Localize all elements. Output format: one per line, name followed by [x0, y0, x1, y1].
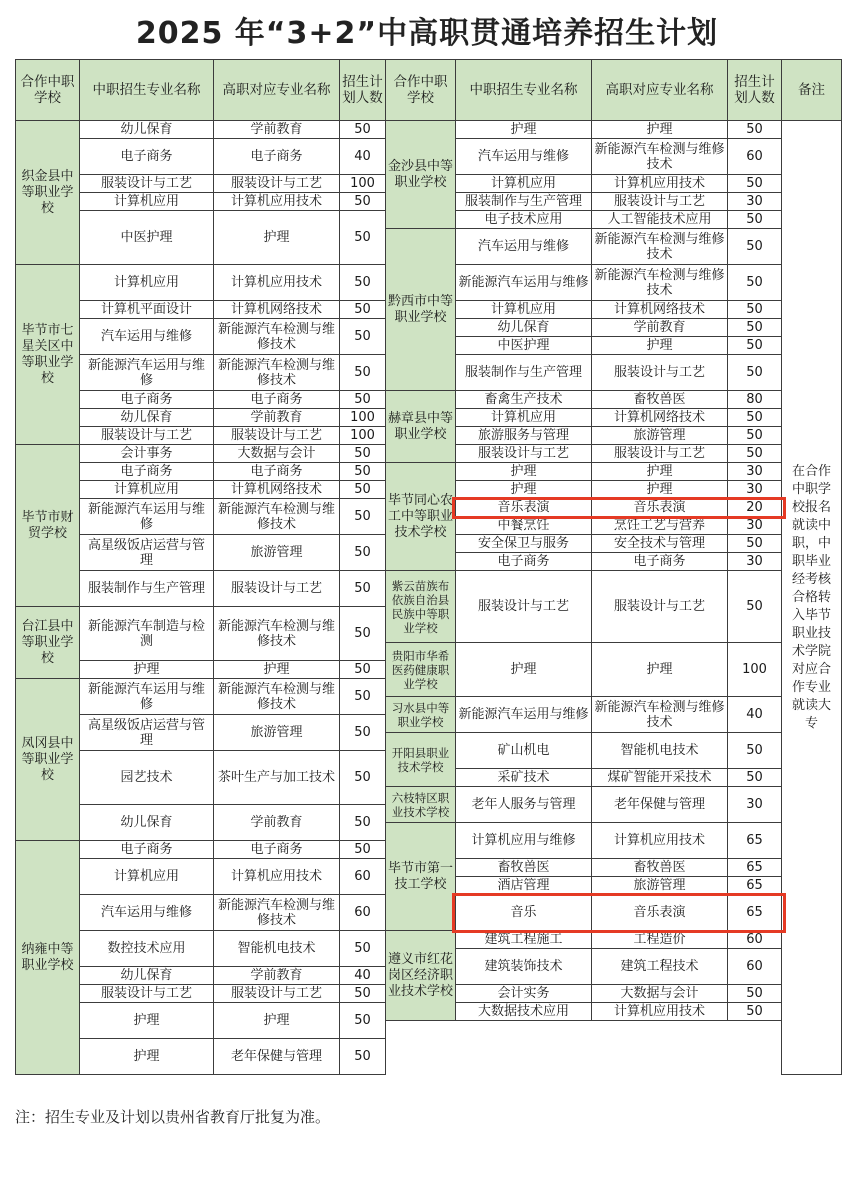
- right-major-cell: 畜禽生产技术: [456, 391, 592, 409]
- left-plan-count-cell: 50: [340, 607, 386, 661]
- right-school-cell: 毕节市第一技工学校: [386, 823, 456, 931]
- right-major-cell: 音乐表演: [456, 499, 592, 517]
- right-major-cell: 服装设计与工艺: [456, 445, 592, 463]
- right-plan-count-cell: 30: [728, 481, 782, 499]
- left-major-cell: 计算机应用: [80, 859, 214, 895]
- right-plan-count-cell: 50: [728, 985, 782, 1003]
- left-school-cell: 凤冈县中等职业学校: [16, 679, 80, 841]
- left-target-major-cell: 新能源汽车检测与维修技术: [214, 607, 340, 661]
- left-target-major-cell: 新能源汽车检测与维修技术: [214, 895, 340, 931]
- left-major-cell: 电子商务: [80, 391, 214, 409]
- right-target-major-cell: 烹饪工艺与营养: [592, 517, 728, 535]
- right-school-cell: 开阳县职业技术学校: [386, 733, 456, 787]
- header-plan-left: 招生计划人数: [340, 60, 386, 121]
- right-plan-count-cell: 65: [728, 823, 782, 859]
- right-target-major-cell: 计算机应用技术: [592, 823, 728, 859]
- right-target-major-cell: 新能源汽车检测与维修技术: [592, 139, 728, 175]
- right-major-cell: 幼儿保育: [456, 319, 592, 337]
- right-target-major-cell: 音乐表演: [592, 895, 728, 931]
- right-plan-count-cell: 100: [728, 643, 782, 697]
- left-target-major-cell: 计算机应用技术: [214, 859, 340, 895]
- right-major-cell: 护理: [456, 643, 592, 697]
- left-plan-count-cell: 50: [340, 265, 386, 301]
- right-target-major-cell: 新能源汽车检测与维修技术: [592, 697, 728, 733]
- right-target-major-cell: 畜牧兽医: [592, 859, 728, 877]
- right-school-cell: 金沙县中等职业学校: [386, 121, 456, 229]
- left-school-cell: 纳雍中等职业学校: [16, 841, 80, 1075]
- header-gz-major-right: 高职对应专业名称: [592, 60, 728, 121]
- right-major-cell: 采矿技术: [456, 769, 592, 787]
- left-plan-count-cell: 50: [340, 805, 386, 841]
- right-plan-count-cell: 40: [728, 697, 782, 733]
- right-target-major-cell: 服装设计与工艺: [592, 445, 728, 463]
- left-major-cell: 汽车运用与维修: [80, 895, 214, 931]
- left-major-cell: 计算机应用: [80, 265, 214, 301]
- left-plan-count-cell: 50: [340, 211, 386, 265]
- right-plan-count-cell: 65: [728, 859, 782, 877]
- left-major-cell: 服装设计与工艺: [80, 427, 214, 445]
- left-major-cell: 新能源汽车运用与维修: [80, 499, 214, 535]
- right-major-cell: 汽车运用与维修: [456, 229, 592, 265]
- left-school-cell: 织金县中等职业学校: [16, 121, 80, 265]
- right-target-major-cell: 计算机网络技术: [592, 301, 728, 319]
- left-major-cell: 幼儿保育: [80, 967, 214, 985]
- right-target-major-cell: 服装设计与工艺: [592, 571, 728, 643]
- highlight-box-music: [452, 893, 786, 933]
- left-target-major-cell: 茶叶生产与加工技术: [214, 751, 340, 805]
- left-target-major-cell: 学前教育: [214, 967, 340, 985]
- right-school-cell: 紫云苗族布依族自治县民族中等职业学校: [386, 571, 456, 643]
- left-target-major-cell: 新能源汽车检测与维修技术: [214, 679, 340, 715]
- left-target-major-cell: 服装设计与工艺: [214, 985, 340, 1003]
- right-plan-count-cell: 50: [728, 175, 782, 193]
- left-plan-count-cell: 100: [340, 175, 386, 193]
- right-major-cell: 中医护理: [456, 337, 592, 355]
- right-target-major-cell: 老年保健与管理: [592, 787, 728, 823]
- left-major-cell: 会计事务: [80, 445, 214, 463]
- left-target-major-cell: 护理: [214, 661, 340, 679]
- right-target-major-cell: 音乐表演: [592, 499, 728, 517]
- right-target-major-cell: 服装设计与工艺: [592, 193, 728, 211]
- table-row: [16, 1039, 842, 1075]
- left-plan-count-cell: 50: [340, 571, 386, 607]
- right-target-major-cell: 煤矿智能开采技术: [592, 769, 728, 787]
- right-plan-count-cell: 50: [728, 229, 782, 265]
- header-zz-major-left: 中职招生专业名称: [80, 60, 214, 121]
- left-plan-count-cell: 50: [340, 319, 386, 355]
- right-school-cell: 贵阳市华希医药健康职业学校: [386, 643, 456, 697]
- right-major-cell: 矿山机电: [456, 733, 592, 769]
- right-plan-count-cell: 60: [728, 139, 782, 175]
- left-plan-count-cell: 50: [340, 391, 386, 409]
- left-target-major-cell: 计算机网络技术: [214, 481, 340, 499]
- right-target-major-cell: 建筑工程技术: [592, 949, 728, 985]
- left-major-cell: 高星级饭店运营与管理: [80, 715, 214, 751]
- left-plan-count-cell: 50: [340, 463, 386, 481]
- table-row: [16, 121, 842, 139]
- right-school-cell: 毕节同心农工中等职业技术学校: [386, 463, 456, 571]
- header-gz-major-left: 高职对应专业名称: [214, 60, 340, 121]
- left-school-cell: 毕节市七星关区中等职业学校: [16, 265, 80, 445]
- right-school-cell: 黔西市中等职业学校: [386, 229, 456, 391]
- left-plan-count-cell: 50: [340, 193, 386, 211]
- right-major-cell: 计算机应用: [456, 409, 592, 427]
- right-target-major-cell: 计算机应用技术: [592, 1003, 728, 1021]
- left-target-major-cell: 新能源汽车检测与维修技术: [214, 355, 340, 391]
- left-major-cell: 幼儿保育: [80, 409, 214, 427]
- left-major-cell: 园艺技术: [80, 751, 214, 805]
- right-major-cell: 新能源汽车运用与维修: [456, 265, 592, 301]
- right-major-cell: 护理: [456, 463, 592, 481]
- right-target-major-cell: 电子商务: [592, 553, 728, 571]
- remarks-cell: 在合作中职学校报名就读中职，中职毕业经考核合格转入毕节职业技术学院对应合作专业就读大专: [782, 121, 842, 1075]
- header-plan-right: 招生计划人数: [728, 60, 782, 121]
- left-target-major-cell: 计算机应用技术: [214, 265, 340, 301]
- highlight-box-music-performance: [452, 497, 786, 519]
- right-school-cell: 习水县中等职业学校: [386, 697, 456, 733]
- right-plan-count-cell: 30: [728, 193, 782, 211]
- left-plan-count-cell: 40: [340, 139, 386, 175]
- left-target-major-cell: 老年保健与管理: [214, 1039, 340, 1075]
- right-target-major-cell: 智能机电技术: [592, 733, 728, 769]
- table-row: [16, 391, 842, 409]
- left-target-major-cell: 智能机电技术: [214, 931, 340, 967]
- left-major-cell: 护理: [80, 1003, 214, 1039]
- left-plan-count-cell: 50: [340, 481, 386, 499]
- right-target-major-cell: 计算机网络技术: [592, 409, 728, 427]
- left-major-cell: 电子商务: [80, 841, 214, 859]
- right-plan-count-cell: 30: [728, 463, 782, 481]
- left-major-cell: 服装设计与工艺: [80, 985, 214, 1003]
- header-note: 备注: [782, 60, 842, 121]
- right-major-cell: 护理: [456, 481, 592, 499]
- right-major-cell: 计算机应用: [456, 175, 592, 193]
- right-target-major-cell: 安全技术与管理: [592, 535, 728, 553]
- right-major-cell: 服装制作与生产管理: [456, 193, 592, 211]
- left-plan-count-cell: 50: [340, 535, 386, 571]
- right-major-cell: 服装制作与生产管理: [456, 355, 592, 391]
- right-target-major-cell: 服装设计与工艺: [592, 355, 728, 391]
- header-school-left: 合作中职学校: [16, 60, 80, 121]
- right-target-major-cell: 畜牧兽医: [592, 391, 728, 409]
- right-target-major-cell: 旅游管理: [592, 877, 728, 895]
- right-target-major-cell: 旅游管理: [592, 427, 728, 445]
- left-plan-count-cell: 50: [340, 751, 386, 805]
- right-plan-count-cell: 50: [728, 319, 782, 337]
- right-plan-count-cell: 20: [728, 499, 782, 517]
- left-school-cell: 毕节市财贸学校: [16, 445, 80, 607]
- left-plan-count-cell: 50: [340, 841, 386, 859]
- left-major-cell: 高星级饭店运营与管理: [80, 535, 214, 571]
- left-major-cell: 数控技术应用: [80, 931, 214, 967]
- left-target-major-cell: 旅游管理: [214, 535, 340, 571]
- right-major-cell: 音乐: [456, 895, 592, 931]
- right-plan-count-cell: 50: [728, 211, 782, 229]
- right-major-cell: 建筑装饰技术: [456, 949, 592, 985]
- right-plan-count-cell: 65: [728, 895, 782, 931]
- left-plan-count-cell: 100: [340, 409, 386, 427]
- right-target-major-cell: 护理: [592, 481, 728, 499]
- left-plan-count-cell: 50: [340, 445, 386, 463]
- left-major-cell: 汽车运用与维修: [80, 319, 214, 355]
- right-plan-count-cell: 65: [728, 877, 782, 895]
- left-major-cell: 新能源汽车运用与维修: [80, 679, 214, 715]
- right-target-major-cell: 大数据与会计: [592, 985, 728, 1003]
- left-target-major-cell: 学前教育: [214, 121, 340, 139]
- left-target-major-cell: 电子商务: [214, 139, 340, 175]
- left-target-major-cell: 旅游管理: [214, 715, 340, 751]
- left-plan-count-cell: 50: [340, 715, 386, 751]
- left-target-major-cell: 电子商务: [214, 463, 340, 481]
- left-major-cell: 幼儿保育: [80, 805, 214, 841]
- left-target-major-cell: 学前教育: [214, 409, 340, 427]
- left-major-cell: 新能源汽车制造与检测: [80, 607, 214, 661]
- left-major-cell: 中医护理: [80, 211, 214, 265]
- right-plan-count-cell: 50: [728, 571, 782, 643]
- right-plan-count-cell: 50: [728, 1003, 782, 1021]
- right-plan-count-cell: 50: [728, 301, 782, 319]
- table-row: [16, 571, 842, 607]
- left-plan-count-cell: 50: [340, 355, 386, 391]
- right-target-major-cell: 计算机应用技术: [592, 175, 728, 193]
- left-target-major-cell: 护理: [214, 211, 340, 265]
- left-plan-count-cell: 40: [340, 967, 386, 985]
- left-major-cell: 计算机平面设计: [80, 301, 214, 319]
- right-major-cell: 安全保卫与服务: [456, 535, 592, 553]
- left-plan-count-cell: 50: [340, 499, 386, 535]
- header-school-right: 合作中职学校: [386, 60, 456, 121]
- left-target-major-cell: 计算机应用技术: [214, 193, 340, 211]
- left-major-cell: 电子商务: [80, 139, 214, 175]
- left-major-cell: 幼儿保育: [80, 121, 214, 139]
- left-school-cell: 台江县中等职业学校: [16, 607, 80, 679]
- right-major-cell: 服装设计与工艺: [456, 571, 592, 643]
- right-major-cell: 畜牧兽医: [456, 859, 592, 877]
- left-plan-count-cell: 50: [340, 985, 386, 1003]
- left-major-cell: 计算机应用: [80, 481, 214, 499]
- right-plan-count-cell: 50: [728, 427, 782, 445]
- right-target-major-cell: 人工智能技术应用: [592, 211, 728, 229]
- right-major-cell: 大数据技术应用: [456, 1003, 592, 1021]
- left-target-major-cell: 服装设计与工艺: [214, 427, 340, 445]
- left-plan-count-cell: 100: [340, 427, 386, 445]
- header-row: [16, 60, 842, 121]
- right-plan-count-cell: 50: [728, 355, 782, 391]
- right-plan-count-cell: 30: [728, 553, 782, 571]
- left-target-major-cell: 新能源汽车检测与维修技术: [214, 499, 340, 535]
- right-major-cell: 建筑工程施工: [456, 931, 592, 949]
- right-major-cell: 计算机应用与维修: [456, 823, 592, 859]
- left-plan-count-cell: 50: [340, 121, 386, 139]
- right-major-cell: 护理: [456, 121, 592, 139]
- right-plan-count-cell: 50: [728, 409, 782, 427]
- table-row: [16, 931, 842, 949]
- left-major-cell: 服装制作与生产管理: [80, 571, 214, 607]
- right-major-cell: 老年人服务与管理: [456, 787, 592, 823]
- right-plan-count-cell: 50: [728, 337, 782, 355]
- footnote: 注：招生专业及计划以贵州省教育厅批复为准。: [15, 1108, 331, 1126]
- left-target-major-cell: 计算机网络技术: [214, 301, 340, 319]
- right-major-cell: 电子技术应用: [456, 211, 592, 229]
- left-major-cell: 服装设计与工艺: [80, 175, 214, 193]
- left-target-major-cell: 服装设计与工艺: [214, 571, 340, 607]
- left-major-cell: 电子商务: [80, 463, 214, 481]
- left-target-major-cell: 服装设计与工艺: [214, 175, 340, 193]
- right-plan-count-cell: 50: [728, 265, 782, 301]
- right-school-cell: 遵义市红花岗区经济职业技术学校: [386, 931, 456, 1021]
- left-target-major-cell: 大数据与会计: [214, 445, 340, 463]
- right-major-cell: 计算机应用: [456, 301, 592, 319]
- right-plan-count-cell: 60: [728, 931, 782, 949]
- right-plan-count-cell: 50: [728, 535, 782, 553]
- left-plan-count-cell: 50: [340, 1003, 386, 1039]
- right-major-cell: 新能源汽车运用与维修: [456, 697, 592, 733]
- right-major-cell: 汽车运用与维修: [456, 139, 592, 175]
- right-major-cell: 酒店管理: [456, 877, 592, 895]
- left-target-major-cell: 电子商务: [214, 391, 340, 409]
- left-plan-count-cell: 50: [340, 1039, 386, 1075]
- left-target-major-cell: 电子商务: [214, 841, 340, 859]
- left-target-major-cell: 护理: [214, 1003, 340, 1039]
- right-plan-count-cell: 30: [728, 787, 782, 823]
- right-plan-count-cell: 50: [728, 769, 782, 787]
- right-target-major-cell: 学前教育: [592, 319, 728, 337]
- right-major-cell: 中餐烹饪: [456, 517, 592, 535]
- right-target-major-cell: 护理: [592, 643, 728, 697]
- left-plan-count-cell: 50: [340, 679, 386, 715]
- right-target-major-cell: 护理: [592, 121, 728, 139]
- left-target-major-cell: 新能源汽车检测与维修技术: [214, 319, 340, 355]
- right-school-cell: 六枝特区职业技术学校: [386, 787, 456, 823]
- right-plan-count-cell: 30: [728, 517, 782, 535]
- left-plan-count-cell: 50: [340, 301, 386, 319]
- left-plan-count-cell: 50: [340, 661, 386, 679]
- header-zz-major-right: 中职招生专业名称: [456, 60, 592, 121]
- left-major-cell: 护理: [80, 661, 214, 679]
- right-target-major-cell: 工程造价: [592, 931, 728, 949]
- right-plan-count-cell: 50: [728, 121, 782, 139]
- right-plan-count-cell: 50: [728, 733, 782, 769]
- right-major-cell: 旅游服务与管理: [456, 427, 592, 445]
- left-plan-count-cell: 50: [340, 931, 386, 967]
- right-target-major-cell: 护理: [592, 463, 728, 481]
- left-major-cell: 计算机应用: [80, 193, 214, 211]
- left-major-cell: 新能源汽车运用与维修: [80, 355, 214, 391]
- right-plan-count-cell: 50: [728, 445, 782, 463]
- right-target-major-cell: 护理: [592, 337, 728, 355]
- right-plan-count-cell: 60: [728, 949, 782, 985]
- right-major-cell: 电子商务: [456, 553, 592, 571]
- right-target-major-cell: 新能源汽车检测与维修技术: [592, 229, 728, 265]
- left-target-major-cell: 学前教育: [214, 805, 340, 841]
- right-plan-count-cell: 80: [728, 391, 782, 409]
- left-plan-count-cell: 60: [340, 859, 386, 895]
- table-row: [16, 463, 842, 481]
- right-target-major-cell: 新能源汽车检测与维修技术: [592, 265, 728, 301]
- left-major-cell: 护理: [80, 1039, 214, 1075]
- page-title: 2025 年“3+2”中高职贯通培养招生计划: [135, 16, 719, 51]
- left-plan-count-cell: 60: [340, 895, 386, 931]
- right-school-cell: 赫章县中等职业学校: [386, 391, 456, 463]
- right-major-cell: 会计实务: [456, 985, 592, 1003]
